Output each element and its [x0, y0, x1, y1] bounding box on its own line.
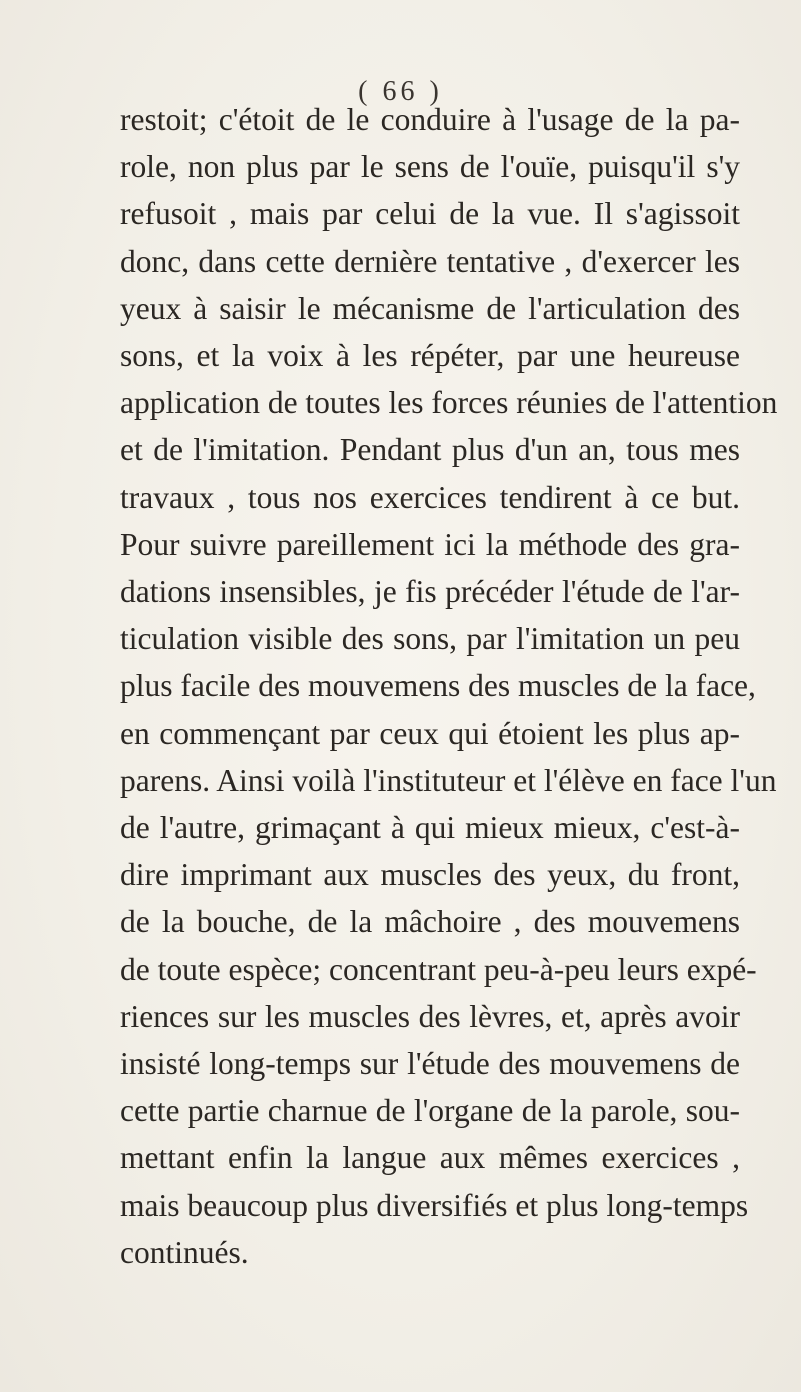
- text-line: role, non plus par le sens de l'ouïe, puisqu'il s'y: [120, 149, 740, 185]
- text-line: refusoit , mais par celui de la vue. Il s'agissoit: [120, 196, 740, 232]
- text-line: mettant enfin la langue aux mêmes exercices ,: [120, 1140, 740, 1176]
- text-line: de toute espèce; concentrant peu-à-peu leurs expé-: [120, 951, 757, 987]
- text-line: travaux , tous nos exercices tendirent à ce but.: [120, 479, 740, 515]
- page-number: ( 66 ): [358, 76, 443, 107]
- text-line: riences sur les muscles des lèvres, et, après avoir: [120, 998, 740, 1034]
- text-line: cette partie charnue de l'organe de la parole, sou-: [120, 1093, 740, 1129]
- text-line: sons, et la voix à les répéter, par une heureuse: [120, 338, 740, 374]
- text-line: plus facile des mouvemens des muscles de la face,: [120, 668, 756, 704]
- text-line: restoit; c'étoit de le conduire à l'usage de la pa-: [120, 102, 740, 137]
- text-line: donc, dans cette dernière tentative , d'exercer les: [120, 243, 740, 279]
- text-line: en commençant par ceux qui étoient les plus ap-: [120, 715, 740, 751]
- text-line: dations insensibles, je fis précéder l'étude de l'ar-: [120, 574, 740, 610]
- text-line: ticulation visible des sons, par l'imitation un peu: [120, 621, 740, 657]
- text-line: de la bouche, de la mâchoire , des mouvemens: [120, 904, 740, 940]
- text-line: continués.: [120, 1234, 249, 1270]
- text-line: mais beaucoup plus diversifiés et plus long-temps: [120, 1187, 749, 1223]
- text-line: dire imprimant aux muscles des yeux, du front,: [120, 857, 740, 893]
- text-line: application de toutes les forces réunies de l'attention: [120, 385, 778, 421]
- text-line: et de l'imitation. Pendant plus d'un an, tous mes: [120, 432, 740, 468]
- text-line: insisté long-temps sur l'étude des mouvemens de: [120, 1046, 740, 1082]
- text-line: yeux à saisir le mécanisme de l'articulation des: [120, 290, 740, 326]
- body-text: [120, 96, 778, 1276]
- text-line: parens. Ainsi voilà l'instituteur et l'élève en face l'un: [120, 762, 777, 798]
- text-line: Pour suivre pareillement ici la méthode des gra-: [120, 526, 740, 562]
- text-line: de l'autre, grimaçant à qui mieux mieux, c'est-à-: [120, 810, 740, 846]
